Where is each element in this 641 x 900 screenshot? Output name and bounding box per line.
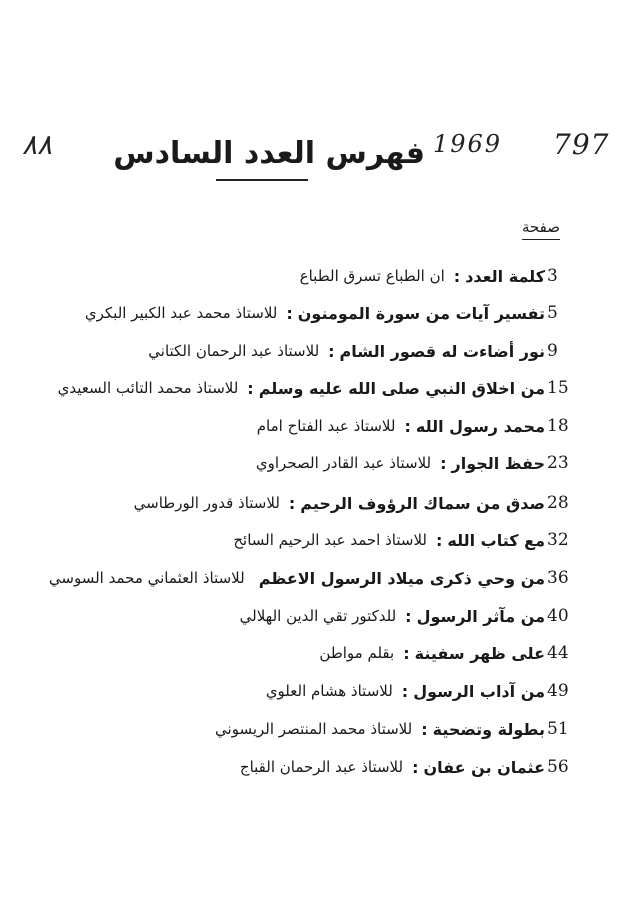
entry-page-number: 32 <box>547 530 569 550</box>
entry-page-number: 44 <box>547 643 569 663</box>
entry-title: على ظهر سفينة <box>414 643 545 663</box>
title-underline <box>216 179 308 181</box>
entry-title: مع كتاب الله <box>447 530 545 550</box>
handwritten-number-right: 797 <box>553 128 610 161</box>
entry-title: محمد رسول الله <box>415 416 545 436</box>
entry-author: للاستاذ عبد الرحمان القباج <box>239 758 404 776</box>
entry-title: عثمان بن عفان <box>423 757 545 777</box>
entry-page-number: 5 <box>547 303 558 323</box>
entry-page-number: 40 <box>547 606 569 626</box>
entry-title: نور أضاءت له قصور الشام <box>339 341 545 361</box>
entry-separator: : <box>288 493 296 513</box>
entry-separator: : <box>328 341 335 361</box>
entry-page-number: 56 <box>547 757 569 777</box>
entry-author: للاستاذ محمد التائب السعيدي <box>57 379 239 397</box>
toc-entry <box>25 522 569 558</box>
entry-page-number: 28 <box>547 493 569 513</box>
entry-title: من اخلاق النبي صلى الله عليه وسلم <box>258 378 545 398</box>
toc-entry <box>25 560 569 596</box>
entry-author: بقلم مواطن <box>319 644 395 662</box>
entry-separator: : <box>405 606 412 626</box>
page-title: فهرس العدد السادس <box>113 136 425 171</box>
entry-title: تفسير آيات من سورة المومنون <box>297 303 545 323</box>
entry-page-number: 9 <box>547 341 558 361</box>
toc-entry <box>25 711 569 747</box>
entry-title: من آداب الرسول <box>413 681 545 701</box>
toc-entry <box>25 370 569 406</box>
handwritten-number-left: ٨٨ <box>22 128 53 161</box>
entry-author: للاستاذ قدور الورطاسي <box>133 494 280 512</box>
entry-separator: : <box>286 303 293 323</box>
entry-separator: : <box>403 643 410 663</box>
entry-author: للدكتور تقي الدين الهلالي <box>239 607 397 625</box>
entry-page-number: 51 <box>547 719 569 739</box>
toc-entry <box>25 485 569 521</box>
entry-title: حفظ الجوار <box>451 453 545 473</box>
toc-entry <box>25 333 558 369</box>
entry-page-number: 3 <box>547 266 558 286</box>
toc-entry <box>25 408 569 444</box>
entry-separator: : <box>404 416 411 436</box>
toc-entry <box>25 295 558 331</box>
entry-author: للاستاذ محمد عبد الكبير البكري <box>84 304 278 322</box>
toc-entry <box>25 673 569 709</box>
entry-page-number: 36 <box>547 568 569 588</box>
entry-author: للاستاذ احمد عبد الرحيم السائح <box>233 531 427 549</box>
handwritten-year: 1969 <box>433 130 503 158</box>
entry-page-number: 49 <box>547 681 569 701</box>
entry-author: للاستاذ محمد المنتصر الريسوني <box>215 720 413 738</box>
entry-author: للاستاذ عبد الرحمان الكتاني <box>148 342 320 360</box>
entry-author: للاستاذ عبد القادر الصحراوي <box>255 454 432 472</box>
toc-entry <box>25 749 569 785</box>
entry-title: كلمة العدد <box>465 266 545 286</box>
entry-separator: : <box>435 530 443 550</box>
entry-separator: : <box>440 453 447 473</box>
entry-author: للاستاذ هشام العلوي <box>265 682 393 700</box>
entry-title: من مآثر الرسول <box>416 606 545 626</box>
entry-separator: : <box>247 378 254 398</box>
entry-page-number: 15 <box>547 378 569 398</box>
entry-separator: : <box>421 719 428 739</box>
toc-entry <box>25 635 569 671</box>
entry-author: للاستاذ عبد الفتاح امام <box>256 417 396 435</box>
entry-separator: : <box>412 757 419 777</box>
entry-author: ان الطباع تسرق الطباع <box>299 267 445 285</box>
entry-separator: : <box>453 266 461 286</box>
entry-separator: : <box>401 681 409 701</box>
entry-title: صدق من سماك الرؤوف الرحيم <box>300 493 545 513</box>
entry-author: للاستاذ العثماني محمد السوسي <box>48 569 245 587</box>
entry-page-number: 18 <box>547 416 569 436</box>
toc-entry <box>25 598 569 634</box>
entry-page-number: 23 <box>547 453 569 473</box>
toc-entry <box>25 445 569 481</box>
toc-entry <box>25 258 558 294</box>
page-column-header: صفحة <box>522 218 560 240</box>
entry-title: من وحي ذكرى ميلاد الرسول الاعظم <box>258 568 545 588</box>
entry-title: بطولة وتضحية <box>432 719 545 739</box>
